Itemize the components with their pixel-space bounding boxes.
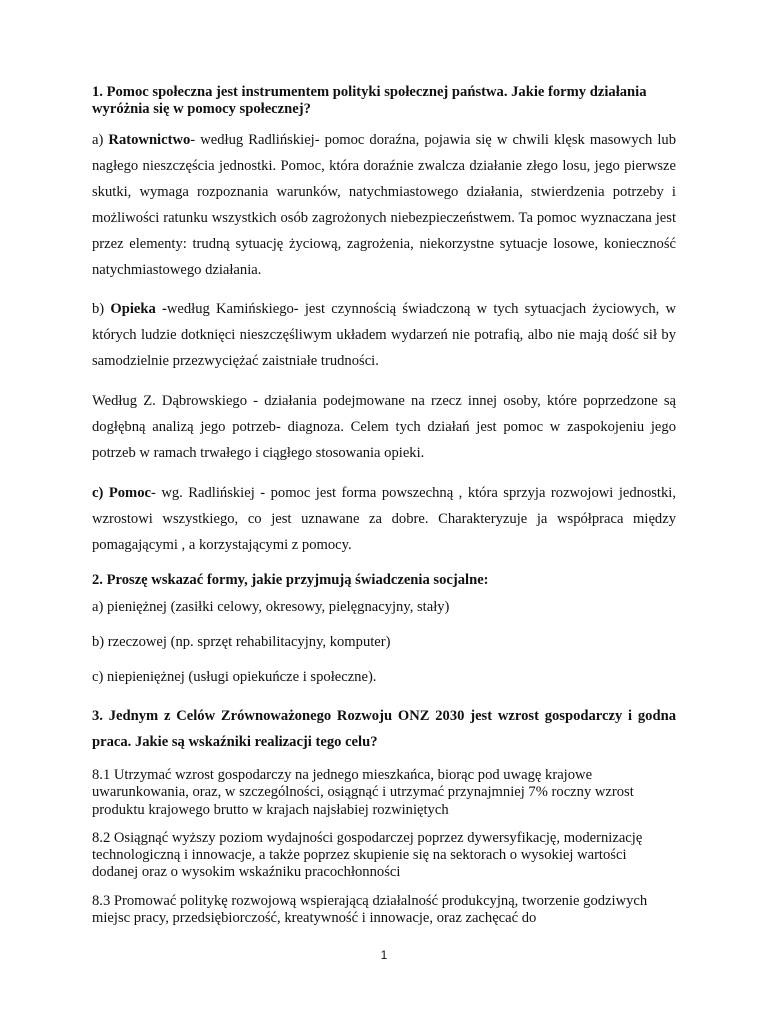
- q1-answer-b: [92, 296, 676, 374]
- q3-target-8-3: 8.3 Promować politykę rozwojową wspierającą działalność produkcyjną, tworzenie godziwych miejsc pracy, przedsiębiorczość, kreatywność i innowacje, oraz zachęcać do: [92, 892, 648, 927]
- q1-a-prefix: a): [92, 132, 109, 148]
- page-number: 1: [380, 948, 388, 962]
- q3-target-8-1: 8.1 Utrzymać wzrost gospodarczy na jednego mieszkańca, biorąc pod uwagę krajowe uwarunkowania, oraz, w szczególności, osiągnąć i utrzymać przynajmniej 7% roczny wzrost produktu krajowego brutto w krajach najsłabiej rozwiniętych: [92, 767, 634, 818]
- q1-b-term: Opieka -: [110, 301, 167, 317]
- q2-item-a: a) pieniężnej (zasiłki celowy, okresowy, pielęgnacyjny, stały): [92, 599, 450, 615]
- q1-b-text: według Kamińskiego- jest czynnością świadczoną w tych sytuacjach życiowych, w których ludzie dotknięci nieszczęśliwym układem wydarzeń nie potrafią, albo nie mają dość sił by samodzielnie przezwyciężać zaistniałe trudności.: [92, 301, 677, 369]
- q1-a-term: Ratownictwo: [108, 132, 191, 148]
- question-2-heading: 2. Proszę wskazać formy, jakie przyjmują świadczenia socjalne:: [92, 572, 489, 588]
- q1-c-term: c) Pomoc: [92, 485, 151, 501]
- q2-item-c: c) niepieniężnej (usługi opiekuńcze i społeczne).: [92, 669, 377, 685]
- q1-c-text: - wg. Radlińskiej - pomoc jest forma powszechną , która sprzyja rozwojowi jednostki, wzrostowi wszystkiego, co jest uznawane za dobre. Charakteryzuje ja współpraca między pomagającymi , a korzystającymi z pomocy.: [92, 485, 676, 553]
- q1-answer-a: [92, 127, 676, 283]
- q1-b-note: Według Z. Dąbrowskiego - działania podejmowane na rzecz innej osoby, które poprzedzone są dogłębną analizą jego potrzeb- diagnoza. Celem tych działań jest pomoc w zaspokojeniu jego potrzeb w ramach trwałego i ciągłego stosowania opieki.: [92, 393, 676, 461]
- q2-item-b: b) rzeczowej (np. sprzęt rehabilitacyjny, komputer): [92, 634, 391, 650]
- q3-target-8-2: 8.2 Osiągnąć wyższy poziom wydajności gospodarczej poprzez dywersyfikację, modernizację technologiczną i innowacje, a także poprzez skupienie się na sektorach o wysokiej wartości dodanej oraz o wysokim wskaźniku pracochłonności: [92, 829, 643, 881]
- q1-answer-c: [92, 480, 676, 558]
- q1-a-text: - według Radlińskiej- pomoc doraźna, pojawia się w chwili klęsk masowych lub nagłego nieszczęścia jednostki. Pomoc, która doraźnie zwalcza działanie złego losu, jego pierwsze skutki, wymaga rozpoznania warunków, natychmiastowego działania, stwierdzenia potrzeby i możliwości ratunku wszystkich osób zagrożonych niebezpieczeństwem. Ta pomoc wyznaczana jest przez elementy: trudną sytuację życiową, zagrożenia, niekorzystne sytuacje losowe, konieczność natychmiastowego działania.: [92, 132, 676, 278]
- question-3-heading: 3. Jednym z Celów Zrównoważonego Rozwoju ONZ 2030 jest wzrost gospodarczy i godna praca. Jakie są wskaźniki realizacji tego celu?: [92, 708, 676, 750]
- q1-b-prefix: b): [92, 301, 111, 317]
- question-1-heading: 1. Pomoc społeczna jest instrumentem polityki społecznej państwa. Jakie formy działania wyróżnia się w pomocy społecznej?: [92, 84, 647, 117]
